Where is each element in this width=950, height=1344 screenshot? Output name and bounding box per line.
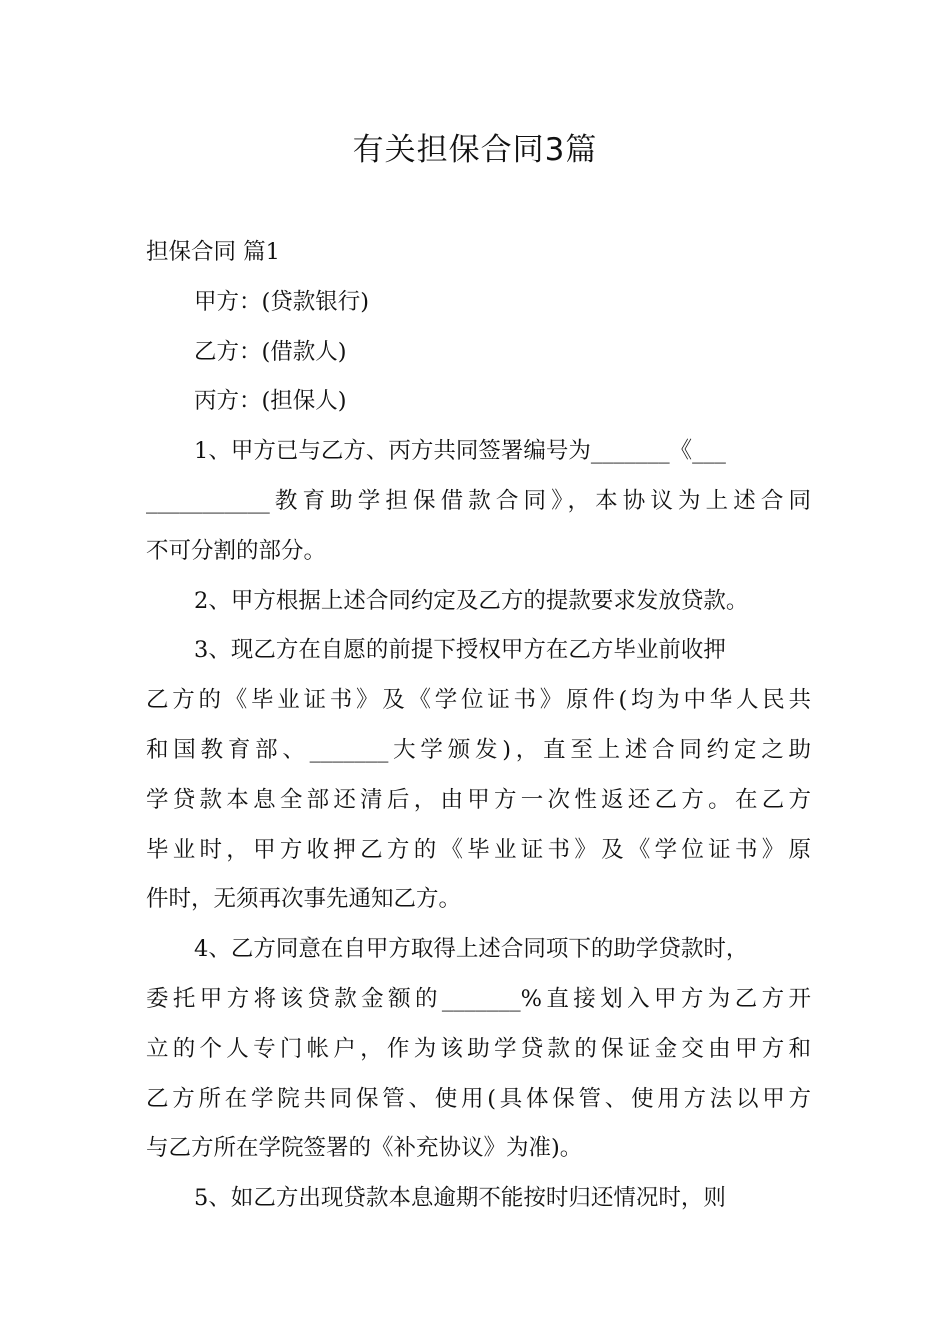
clause-4-line-5: 与乙方所在学院签署的《补充协议》为准)。 bbox=[146, 1135, 583, 1162]
document-title: 有关担保合同3篇 bbox=[352, 132, 598, 168]
document-body bbox=[146, 228, 811, 1224]
clause-2-line-1: 2、甲方根据上述合同约定及乙方的提款要求发放贷款。 bbox=[194, 587, 749, 614]
clause-4-line-3: 立的个人专门帐户，作为该助学贷款的保证金交由甲方和 bbox=[146, 1035, 811, 1062]
section-heading: 担保合同 篇1 bbox=[146, 239, 280, 265]
clause-3-line-5: 毕业时，甲方收押乙方的《毕业证书》及《学位证书》原 bbox=[146, 836, 811, 863]
clause-3-line-2: 乙方的《毕业证书》及《学位证书》原件(均为中华人民共 bbox=[146, 687, 811, 714]
clause-4-line-1: 4、乙方同意在自甲方取得上述合同项下的助学贷款时， bbox=[194, 936, 749, 963]
party-a-line: 甲方：(贷款银行) bbox=[194, 288, 370, 315]
clause-3-line-6: 件时，无须再次事先通知乙方。 bbox=[146, 886, 462, 913]
clause-3-line-1: 3、现乙方在自愿的前提下授权甲方在乙方毕业前收押 bbox=[194, 637, 726, 664]
clause-3-line-3: 和国教育部、_______大学颁发)，直至上述合同约定之助 bbox=[146, 736, 811, 763]
clause-3-line-4: 学贷款本息全部还清后，由甲方一次性返还乙方。在乙方 bbox=[146, 786, 811, 813]
clause-4-line-4: 乙方所在学院共同保管、使用(具体保管、使用方法以甲方 bbox=[146, 1085, 811, 1112]
clause-1-line-3: 不可分割的部分。 bbox=[146, 537, 327, 564]
party-b-line: 乙方：(借款人) bbox=[194, 338, 347, 365]
clause-5-line-1: 5、如乙方出现贷款本息逾期不能按时归还情况时，则 bbox=[194, 1185, 726, 1212]
clause-1-line-1: 1、甲方已与乙方、丙方共同签署编号为_______《___ bbox=[194, 438, 726, 465]
clause-4-line-2: 委托甲方将该贷款金额的_______%直接划入甲方为乙方开 bbox=[146, 985, 811, 1012]
party-c-line: 丙方：(担保人) bbox=[194, 388, 347, 415]
clause-1-line-2: ___________教育助学担保借款合同》，本协议为上述合同 bbox=[146, 487, 811, 514]
